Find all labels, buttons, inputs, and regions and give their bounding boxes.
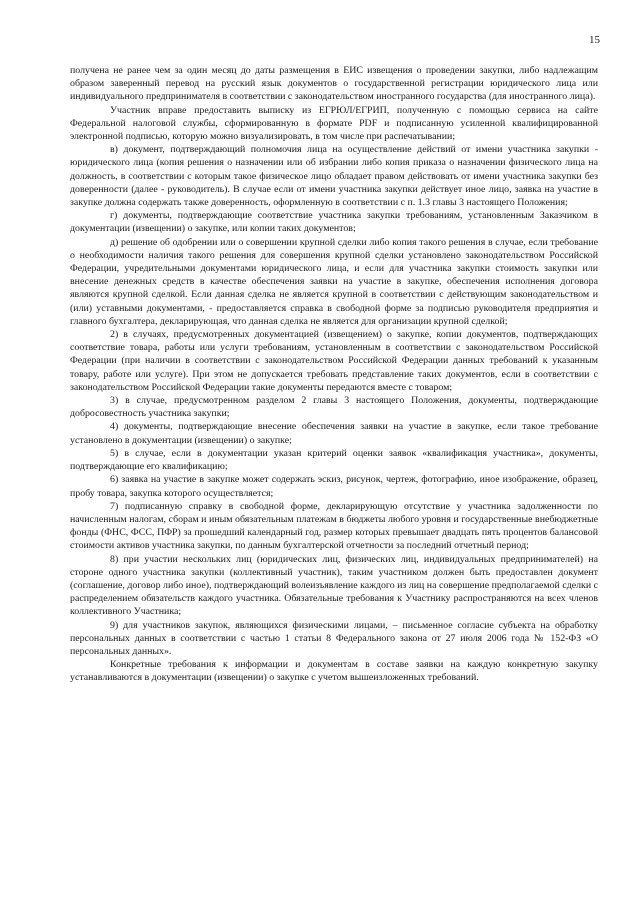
paragraph-registration: получена не ранее чем за один месяц до даты размещения в ЕИС извещения о проведении закупки, либо надлежащим образом заверенный перевод на русский язык документов о государственной регистрации юридического лица или индивидуального предпринимателя в соответствии с законодательством иностранного государства (для иностранного лица). xyxy=(70,65,598,103)
paragraph-conclusion: Конкретные требования к информации и документам в составе заявки на каждую конкретную закупку устанавливаются в документации (извещении) о закупке с учетом вышеизложенных требований. xyxy=(70,659,598,684)
paragraph-egrul-extract: Участник вправе предоставить выписку из ЕГРЮЛ/ЕГРИП, полученную с помощью сервиса на сайте Федеральной налоговой службы, сформированную в формате PDF и подписанную усиленной квалифицированной электронной подписью, которую можно визуализировать, в том числе при распечатывании; xyxy=(70,104,598,143)
paragraph-item-8: 8) при участии нескольких лиц (юридических лиц, физических лиц, индивидуальных предпринимателей) на стороне одного участника закупки (коллективный участник), таким участником должен быть предоставлен документ (соглашение, договор либо иное), подтверждающий волеизъявление каждого из лиц на совершение предполагаемой сделки с распределением обязательств каждого участника. Обязательные требования к Участнику распространяются на всех членов коллективного Участника; xyxy=(70,553,598,618)
page-number: 15 xyxy=(589,34,600,46)
paragraph-compliance-documents: г) документы, подтверждающие соответствие участника закупки требованиям, установленным Заказчиком в документации (извещении) о закупке, или копии таких документов; xyxy=(70,210,598,235)
document-body xyxy=(70,64,598,685)
paragraph-item-9: 9) для участников закупок, являющихся физическими лицами, – письменное согласие субъекта на обработку персональных данных в соответствии с частью 1 статьи 8 Федерального закона от 27 июля 2006 года № 152-ФЗ «О персональных данных». xyxy=(70,619,598,657)
paragraph-item-5: 5) в случае, если в документации указан критерий оценки заявок «квалификация участника», документы, подтверждающие его квалификацию; xyxy=(70,447,598,473)
paragraph-item-3: 3) в случае, предусмотренном разделом 2 главы 3 настоящего Положения, документы, подтверждающие добросовестность участника закупки; xyxy=(70,395,598,420)
paragraph-item-2: 2) в случаях, предусмотренных документацией (извещением) о закупке, копии документов, подтверждающих соответствие товара, работы или услуги требованиям, установленным в соответствии с законодательством Российской Федерации (при наличии в соответствии с законодательством Российской Федерации данных требований к указанным товару, работе или услуге). При этом не допускается требовать представление таких документов, если в соответствии с законодательством Российской Федерации такие документы передаются вместе с товаром; xyxy=(70,329,598,393)
paragraph-authority-document: в) документ, подтверждающий полномочия лица на осуществление действий от имени участника закупки - юридического лица (копия решения о назначении или об избрании либо копия приказа о назначении физического лица на должность, в соответствии с которым такое физическое лицо обладает правом действовать от имени участника закупки без доверенности (далее - руководитель). В случае если от имени участника закупки действует иное лицо, заявка на участие в закупке должна содержать также доверенность, оформленную в соответствии с п. 1.3 главы 3 настоящего Положения; xyxy=(70,144,598,209)
paragraph-item-7: 7) подписанную справку в свободной форме, декларирующую отсутствие у участника задолженности по начисленным налогам, сборам и иным обязательным платежам в бюджеты любого уровня и государственные внебюджетные фонды (ФНС, ФСС, ПФР) за прошедший календарный год, размер которых превышает двадцать пять процентов балансовой стоимости активов участника закупки, по данным бухгалтерской отчетности за последний отчетный период; xyxy=(70,500,598,552)
paragraph-item-6: 6) заявка на участие в закупке может содержать эскиз, рисунок, чертеж, фотографию, иное изображение, образец, пробу товара, закупка которого осуществляется; xyxy=(70,474,598,499)
paragraph-major-transaction: д) решение об одобрении или о совершении крупной сделки либо копия такого решения в случае, если требование о необходимости наличия такого решения для совершения крупной сделки установлено законодательством Российской Федерации, учредительными документами юридического лица, и если для участника закупки стоимость закупки или внесение денежных средств в качестве обеспечения заявки на участие в закупке, обеспечения исполнения договора являются крупной сделкой. Если данная сделка не является крупной в соответствии с действующим законодательством и (или) уставными документами, - предоставляется справка в свободной форме за подписью руководителя предприятия и главного бухгалтера, декларирующая, что данная сделка не является для организации крупной сделкой; xyxy=(70,236,598,327)
paragraph-item-4: 4) документы, подтверждающие внесение обеспечения заявки на участие в закупке, если такое требование установлено в документации (извещении) о закупке; xyxy=(70,421,598,446)
